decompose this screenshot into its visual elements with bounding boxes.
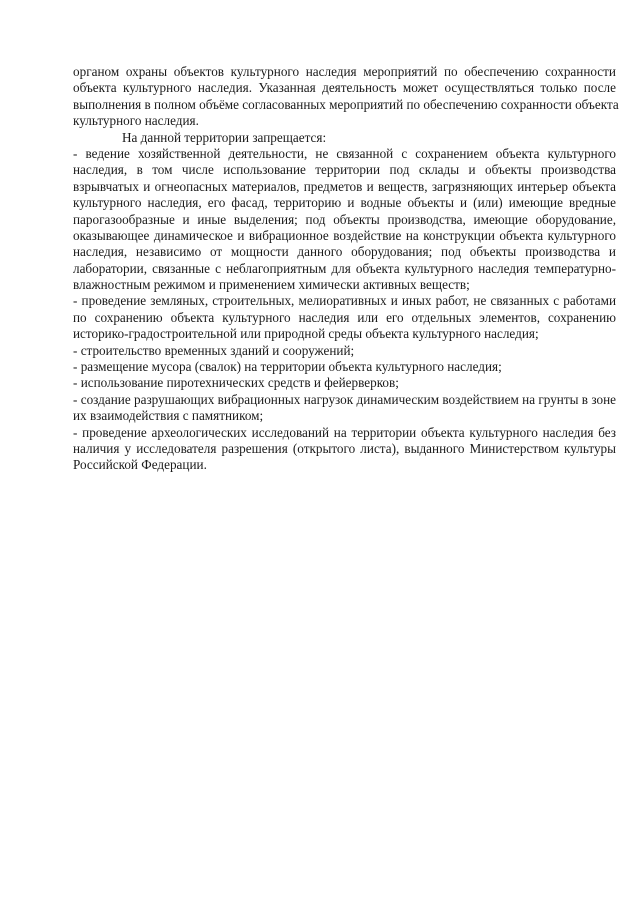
text-line: органом охраны объектов культурного наследия мероприятий по обеспечению сохранности — [73, 64, 616, 79]
section-heading: На данной территории запрещается: — [122, 129, 327, 145]
text-line: культурного наследия. — [73, 113, 199, 129]
text-line: их взаимодействия с памятником; — [73, 408, 264, 424]
text-line: оказывающее динамическое и вибрационное воздействие на конструкции объекта культурного — [73, 227, 616, 243]
text-line: лаборатории, связанные с неблагоприятным для объекта культурного наследия температурно- — [73, 260, 616, 276]
text-line: историко-градостроительной или природной среды объекта культурного наследия; — [73, 326, 539, 342]
text-line: - проведение земляных, строительных, мелиоративных и иных работ, не связанных с работами — [73, 293, 616, 309]
text-line: выполнения в полном объёме согласованных мероприятий по обеспечению сохранности объекта — [73, 96, 619, 112]
text-line: объекта культурного наследия. Указанная деятельность может осуществляться только после — [73, 80, 616, 96]
text-line: по сохранению объекта культурного наследия или его отдельных элементов, сохранению — [73, 309, 616, 325]
text-line: - размещение мусора (свалок) на территории объекта культурного наследия; — [73, 359, 502, 375]
text-line: - строительство временных зданий и сооружений; — [73, 342, 355, 358]
text-line: парогазообразные и иные выделения; под объекты производства, имеющие оборудование, — [73, 211, 616, 227]
text-line: культурного наследия, его фасад, территорию и водные объекты и (или) имеющие вредные — [73, 195, 616, 211]
text-line: взрывчатых и огнеопасных материалов, предметов и веществ, загрязняющих интерьер объекта — [73, 178, 616, 194]
text-line: Российской Федерации. — [73, 457, 207, 473]
text-line: наследия, независимо от мощности данного оборудования; под объекты производства и — [73, 244, 616, 260]
text-line: - создание разрушающих вибрационных нагрузок динамическим воздействием на грунты в зоне — [73, 391, 616, 407]
text-line: наличия у исследователя разрешения (открытого листа), выданного Министерством культуры — [73, 440, 616, 456]
document-body — [73, 64, 619, 474]
text-line: влажностным режимом и применением химически активных веществ; — [73, 277, 470, 293]
text-line: - использование пиротехнических средств и фейерверков; — [73, 375, 399, 391]
text-line: - проведение археологических исследований на территории объекта культурного наследия без — [73, 424, 616, 440]
text-line: наследия, в том числе использование территории под склады и объекты производства — [73, 162, 616, 178]
text-line: - ведение хозяйственной деятельности, не связанной с сохранением объекта культурного — [73, 145, 616, 161]
